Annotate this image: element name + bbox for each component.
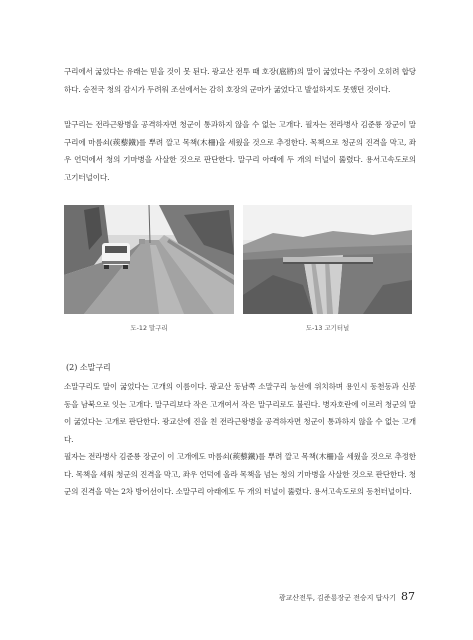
page-footer <box>279 590 415 603</box>
photo-malguri <box>64 205 234 314</box>
paragraph-intro: 구리에서 굶었다는 유래는 믿을 것이 못 된다. 광교산 전투 때 호장(扈將)의 말이 굶었다는 주장이 오히려 합당하다. 승전국 청의 감시가 두려워 조선에서는 감히 호장의 군마가 굶었다고 발설하지도 못했던 것이다. <box>64 67 416 94</box>
page-number: 87 <box>401 590 415 603</box>
running-title: 광교산전투, 김준룡장군 전승지 답사기 <box>278 594 396 602</box>
photo-gogi-tunnel <box>243 205 412 314</box>
paragraph-malguri: 말구리는 전라근왕병을 공격하자면 청군이 통과하지 않을 수 없는 고개다. 필자는 전라병사 김준룡 장군이 말구리에 마름쇠(蒺藜鐵)를 뿌려 깔고 목책(木柵)을 세웠을 것으로 추정한다. 목책으로 청군의 진격을 막고, 좌우 언덕에서 청의 기마병을 사살한 것으로 판단한다. 말구리 아래에 두 개의 터널이 뚫렸다. 용서고속도로의 고기터널이다. <box>64 120 416 182</box>
figure-caption-right: 도-13 고기터널 <box>305 324 350 332</box>
paragraph-dongcheon: 필자는 전라병사 김준룡 장군이 이 고개에도 마름쇠(蒺藜鐵)를 뿌려 깔고 목책(木柵)을 세웠을 것으로 추정한다. 목책을 세워 청군의 진격을 막고, 좌우 언덕에 올라 목책을 넘는 청의 기마병을 사살한 것으로 판단한다. 청군의 진격을 막는 2차 방어선이다. 소말구리 아래에도 두 개의 터널이 뚫렸다. 용서고속도로의 동천터널이다. <box>64 452 416 497</box>
paragraph-somalguri: 소말구리도 말이 굶었다는 고개의 이름이다. 광교산 동남쪽 소말구리 능선에 위치하며 용인시 동천동과 신봉동을 남북으로 잇는 고개다. 말구리보다 작은 고개여서 작은 말구리로도 불린다. 병자호란에 이르러 청군의 말이 굶었다는 고개로 판단한다. 광교산에 진을 친 전라근왕병을 공격하자면 청군이 통과하지 않을 수 없는 고개다. <box>64 382 416 444</box>
figure-caption-left: 도-12 말구리 <box>130 324 168 332</box>
section-heading: (2) 소말구리 <box>66 363 111 372</box>
